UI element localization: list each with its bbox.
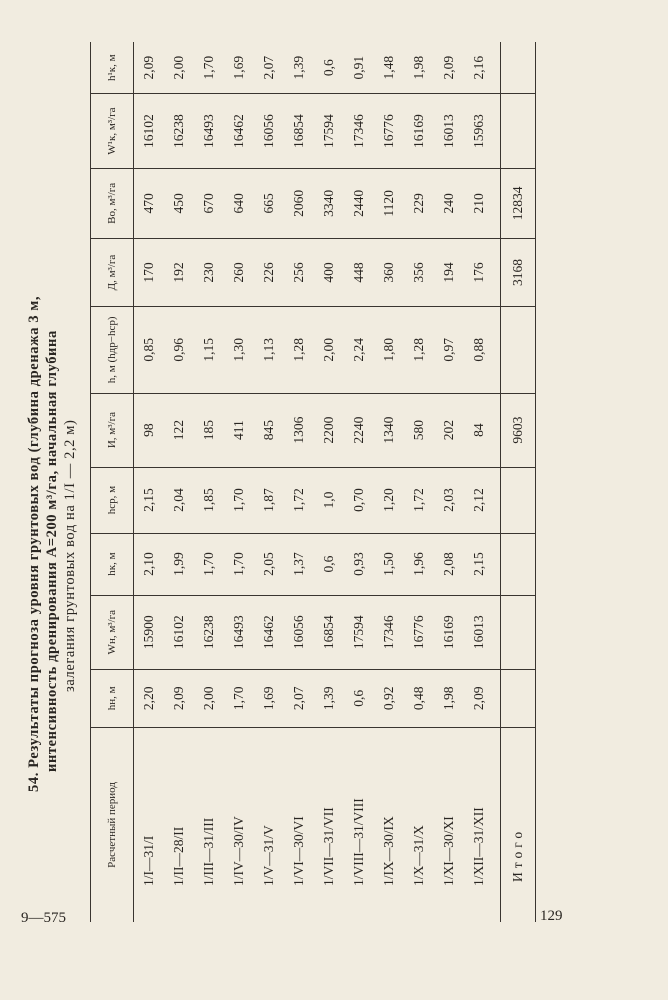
forecast-table xyxy=(90,42,536,922)
table-cell: 260 xyxy=(224,238,254,306)
table-cell: 2060 xyxy=(284,168,314,238)
table-cell: 16102 xyxy=(164,595,194,669)
table-cell: 2,04 xyxy=(164,467,194,533)
table-cell: 1,70 xyxy=(224,669,254,727)
table-cell: 665 xyxy=(254,168,284,238)
table-cell: 240 xyxy=(434,168,464,238)
table-cell: 2,09 xyxy=(434,42,464,94)
table-cell: 411 xyxy=(224,393,254,467)
table-cell: 2,07 xyxy=(254,42,284,94)
table-cell: 2,16 xyxy=(464,42,501,94)
table-cell: 1,80 xyxy=(374,307,404,393)
total-cell xyxy=(501,595,536,669)
table-row xyxy=(314,42,344,922)
table-cell: 17346 xyxy=(344,94,374,168)
table-cell: 16013 xyxy=(434,94,464,168)
table-cell: 1,48 xyxy=(374,42,404,94)
table-cell: 16056 xyxy=(284,595,314,669)
table-cell: 2440 xyxy=(344,168,374,238)
table-row xyxy=(404,42,434,922)
table-cell: 17346 xyxy=(374,595,404,669)
column-header: Расчетный период xyxy=(91,727,134,922)
table-row xyxy=(194,42,224,922)
table-cell: 0,70 xyxy=(344,467,374,533)
table-cell: 2,05 xyxy=(254,533,284,595)
table-cell: 2,03 xyxy=(434,467,464,533)
table-cell: 1,69 xyxy=(254,669,284,727)
total-cell xyxy=(501,533,536,595)
table-cell: 1,70 xyxy=(224,533,254,595)
table-cell: 1,99 xyxy=(164,533,194,595)
table-cell: 1,39 xyxy=(314,669,344,727)
column-header: И, м³/га xyxy=(91,393,134,467)
period-cell: 1/I—31/I xyxy=(141,835,156,886)
column-header: h, м (hдр−hср) xyxy=(91,307,134,393)
table-cell: 1,50 xyxy=(374,533,404,595)
table-cell: 1,72 xyxy=(404,467,434,533)
table-cell: 1,85 xyxy=(194,467,224,533)
table-cell: 2,15 xyxy=(134,467,165,533)
column-header: h¹к, м xyxy=(91,42,134,94)
table-cell: 1,72 xyxy=(284,467,314,533)
table-cell: 448 xyxy=(344,238,374,306)
table-cell: 1,96 xyxy=(404,533,434,595)
period-cell: 1/XII—31/XII xyxy=(471,807,486,886)
table-title-line-3: залегания грунтовых вод на 1/I — 2,2 м) xyxy=(62,419,78,692)
table-cell: 0,92 xyxy=(374,669,404,727)
table-cell: 16169 xyxy=(404,94,434,168)
table-row xyxy=(134,42,165,922)
period-cell: 1/VI—30/VI xyxy=(291,816,306,886)
table-cell: 1,39 xyxy=(284,42,314,94)
table-cell: 1,69 xyxy=(224,42,254,94)
table-cell: 1,30 xyxy=(224,307,254,393)
table-cell: 470 xyxy=(134,168,165,238)
table-cell: 210 xyxy=(464,168,501,238)
table-cell: 2,09 xyxy=(164,669,194,727)
total-cell: 12834 xyxy=(501,168,536,238)
table-cell: 1,98 xyxy=(434,669,464,727)
table-cell: 2,00 xyxy=(314,307,344,393)
total-cell xyxy=(501,94,536,168)
period-cell: 1/IV—30/IV xyxy=(231,816,246,886)
table-cell: 2,09 xyxy=(134,42,165,94)
table-cell: 640 xyxy=(224,168,254,238)
table-cell: 2,10 xyxy=(134,533,165,595)
table-cell: 230 xyxy=(194,238,224,306)
period-cell: 1/V—31/V xyxy=(261,825,276,886)
column-header: Bо, м³/га xyxy=(91,168,134,238)
total-cell xyxy=(501,669,536,727)
table-cell: 1,15 xyxy=(194,307,224,393)
table-cell: 16169 xyxy=(434,595,464,669)
table-cell: 194 xyxy=(434,238,464,306)
total-cell xyxy=(501,307,536,393)
table-cell: 0,6 xyxy=(344,669,374,727)
table-cell: 17594 xyxy=(344,595,374,669)
table-cell: 2,12 xyxy=(464,467,501,533)
table-cell: 0,93 xyxy=(344,533,374,595)
column-header: W¹к, м³/га xyxy=(91,94,134,168)
table-cell: 580 xyxy=(404,393,434,467)
table-cell: 0,91 xyxy=(344,42,374,94)
table-cell: 400 xyxy=(314,238,344,306)
table-cell: 229 xyxy=(404,168,434,238)
table-cell: 98 xyxy=(134,393,165,467)
table-cell: 185 xyxy=(194,393,224,467)
table-header-row xyxy=(91,42,134,922)
table-cell: 670 xyxy=(194,168,224,238)
table-cell: 16056 xyxy=(254,94,284,168)
total-cell: 3168 xyxy=(501,238,536,306)
table-cell: 192 xyxy=(164,238,194,306)
table-cell: 1,70 xyxy=(224,467,254,533)
table-cell: 1,70 xyxy=(194,533,224,595)
table-cell: 16776 xyxy=(374,94,404,168)
table-cell: 0,88 xyxy=(464,307,501,393)
table-cell: 2,08 xyxy=(434,533,464,595)
table-cell: 2200 xyxy=(314,393,344,467)
table-cell: 0,48 xyxy=(404,669,434,727)
table-cell: 1340 xyxy=(374,393,404,467)
table-cell: 15900 xyxy=(134,595,165,669)
table-cell: 1,20 xyxy=(374,467,404,533)
table-cell: 1,87 xyxy=(254,467,284,533)
table-cell: 2,20 xyxy=(134,669,165,727)
table-cell: 2,00 xyxy=(164,42,194,94)
table-cell: 0,97 xyxy=(434,307,464,393)
table-cell: 16854 xyxy=(314,595,344,669)
table-cell: 17594 xyxy=(314,94,344,168)
table-cell: 360 xyxy=(374,238,404,306)
period-cell: 1/XI—30/XI xyxy=(441,816,456,886)
table-row xyxy=(434,42,464,922)
table-row xyxy=(284,42,314,922)
table-row xyxy=(344,42,374,922)
table-cell: 226 xyxy=(254,238,284,306)
table-row xyxy=(374,42,404,922)
table-cell: 176 xyxy=(464,238,501,306)
page-signature: 9—575 xyxy=(21,910,66,926)
table-cell: 0,96 xyxy=(164,307,194,393)
table-cell: 16462 xyxy=(224,94,254,168)
table-cell: 16462 xyxy=(254,595,284,669)
table-cell: 2,24 xyxy=(344,307,374,393)
table-cell: 0,6 xyxy=(314,533,344,595)
table-row xyxy=(224,42,254,922)
table-cell: 16776 xyxy=(404,595,434,669)
total-label: Итого xyxy=(501,727,536,922)
column-header: hср, м xyxy=(91,467,134,533)
period-cell: 1/II—28/II xyxy=(171,826,186,886)
table-cell: 2,00 xyxy=(194,669,224,727)
table-cell: 1,70 xyxy=(194,42,224,94)
table-row xyxy=(464,42,501,922)
table-cell: 1,37 xyxy=(284,533,314,595)
table-cell: 16854 xyxy=(284,94,314,168)
rotated-table-block xyxy=(20,42,525,922)
table-cell: 16238 xyxy=(164,94,194,168)
table-cell: 16013 xyxy=(464,595,501,669)
table-cell: 1,98 xyxy=(404,42,434,94)
table-cell: 1120 xyxy=(374,168,404,238)
table-cell: 256 xyxy=(284,238,314,306)
table-title-line-2: интенсивность дренирования A=200 м³/га, начальная глубина xyxy=(44,330,60,772)
table-cell: 170 xyxy=(134,238,165,306)
column-header: Д, м³/га xyxy=(91,238,134,306)
table-cell: 356 xyxy=(404,238,434,306)
period-cell: 1/VIII—31/VIII xyxy=(351,798,366,886)
table-cell: 2,15 xyxy=(464,533,501,595)
table-cell: 16493 xyxy=(224,595,254,669)
period-cell: 1/III—31/III xyxy=(201,817,216,886)
table-cell: 1,28 xyxy=(404,307,434,393)
table-cell: 845 xyxy=(254,393,284,467)
table-cell: 202 xyxy=(434,393,464,467)
period-cell: 1/IX—30/IX xyxy=(381,816,396,886)
table-cell: 16102 xyxy=(134,94,165,168)
table-cell: 16493 xyxy=(194,94,224,168)
table-cell: 3340 xyxy=(314,168,344,238)
table-cell: 2,09 xyxy=(464,669,501,727)
table-row xyxy=(164,42,194,922)
table-cell: 1,13 xyxy=(254,307,284,393)
table-title-line-1: 54. Результаты прогноза уровня грунтовых вод (глубина дренажа 3 м, xyxy=(26,295,42,792)
table-cell: 84 xyxy=(464,393,501,467)
column-header: Wн, м³/га xyxy=(91,595,134,669)
table-cell: 15963 xyxy=(464,94,501,168)
period-cell: 1/VII—31/VII xyxy=(321,807,336,886)
table-cell: 450 xyxy=(164,168,194,238)
table-cell: 2240 xyxy=(344,393,374,467)
page-number: 129 xyxy=(540,908,563,924)
total-cell xyxy=(501,42,536,94)
table-row xyxy=(254,42,284,922)
table-cell: 122 xyxy=(164,393,194,467)
total-cell: 9603 xyxy=(501,393,536,467)
period-cell: 1/X—31/X xyxy=(411,825,426,886)
table-cell: 1306 xyxy=(284,393,314,467)
column-header: hк, м xyxy=(91,533,134,595)
table-cell: 1,28 xyxy=(284,307,314,393)
column-header: hн, м xyxy=(91,669,134,727)
table-cell: 1,0 xyxy=(314,467,344,533)
table-cell: 0,6 xyxy=(314,42,344,94)
table-cell: 16238 xyxy=(194,595,224,669)
total-row xyxy=(501,42,536,922)
table-cell: 0,85 xyxy=(134,307,165,393)
table-cell: 2,07 xyxy=(284,669,314,727)
total-cell xyxy=(501,467,536,533)
